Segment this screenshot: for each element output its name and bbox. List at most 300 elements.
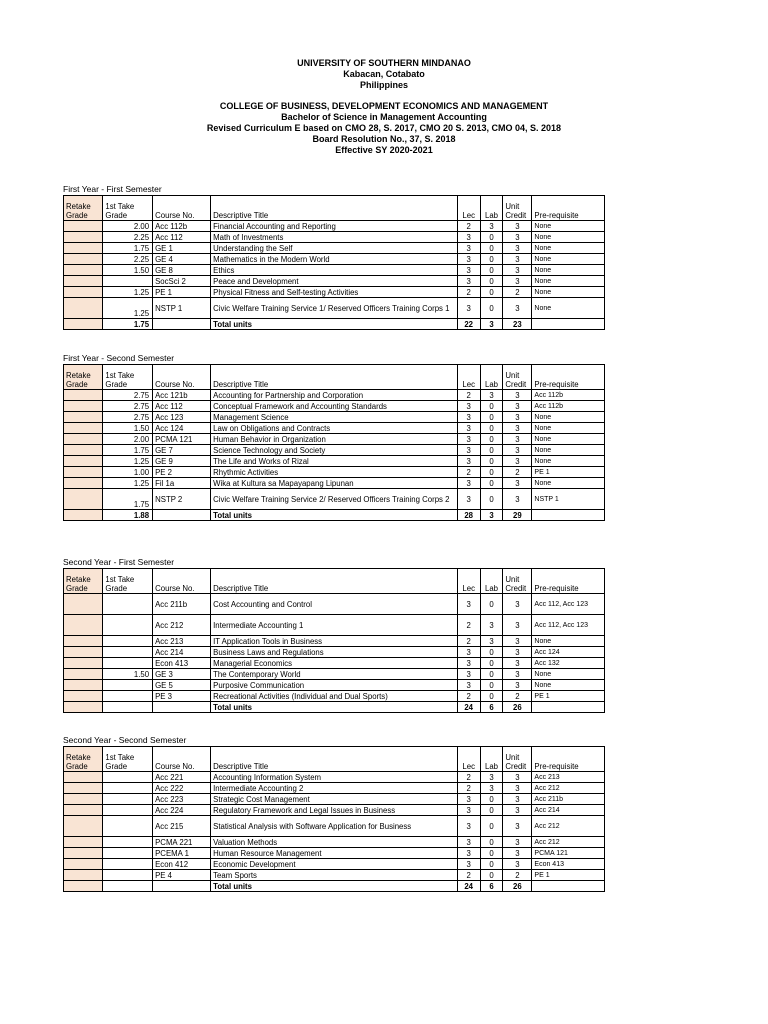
first-take-grade-cell: 1.25 (103, 456, 153, 467)
lab-header: Lab (480, 569, 503, 594)
course-no-cell (153, 510, 211, 521)
table-row (64, 221, 605, 232)
table-row (64, 489, 605, 510)
average-grade-cell: 1.75 (103, 319, 153, 330)
prerequisite-cell: Acc 212 (532, 783, 605, 794)
descriptive-title-cell: Math of Investments (211, 232, 458, 243)
table-row (64, 456, 605, 467)
lec-cell: 3 (457, 243, 480, 254)
course-no-cell: Acc 221 (153, 772, 211, 783)
course-no-header: Course No. (153, 365, 211, 390)
unit-credit-cell: 3 (503, 647, 532, 658)
retake-grade-cell (64, 510, 103, 521)
lec-cell: 3 (457, 669, 480, 680)
unit-credit-cell: 3 (503, 816, 532, 837)
descriptive-title-header: Descriptive Title (211, 196, 458, 221)
retake-grade-cell (64, 870, 103, 881)
first-take-grade-cell (103, 805, 153, 816)
lab-cell: 3 (480, 615, 503, 636)
lab-cell: 0 (480, 848, 503, 859)
lec-cell: 3 (457, 647, 480, 658)
table-row (64, 232, 605, 243)
unit-credit-header: Unit Credit (503, 196, 532, 221)
descriptive-title-cell: Rhythmic Activities (211, 467, 458, 478)
first-take-grade-header: 1st Take Grade (103, 747, 153, 772)
unit-credit-cell: 3 (503, 669, 532, 680)
unit-credit-header: Unit Credit (503, 747, 532, 772)
section-first-year-second-sem (63, 352, 605, 521)
table-row (64, 794, 605, 805)
retake-grade-cell (64, 401, 103, 412)
table-row (64, 478, 605, 489)
course-no-cell (153, 702, 211, 713)
first-take-grade-cell (103, 837, 153, 848)
unit-credit-cell: 3 (503, 478, 532, 489)
table-row (64, 691, 605, 702)
table-row (64, 594, 605, 615)
unit-credit-cell: 2 (503, 691, 532, 702)
prerequisite-cell: None (532, 243, 605, 254)
total-units-label: Total units (211, 702, 458, 713)
unit-credit-cell: 3 (503, 636, 532, 647)
first-take-grade-cell: 1.75 (103, 489, 153, 510)
table-row (64, 859, 605, 870)
table-row (64, 298, 605, 319)
descriptive-title-cell: Purposive Communication (211, 680, 458, 691)
table-row (64, 254, 605, 265)
table-row (64, 434, 605, 445)
prerequisite-cell: Acc 211b (532, 794, 605, 805)
descriptive-title-cell: Statistical Analysis with Software Application for Business (211, 816, 458, 837)
university-country: Philippines (359, 80, 408, 90)
unit-credit-cell: 3 (503, 848, 532, 859)
unit-credit-cell: 3 (503, 658, 532, 669)
descriptive-title-cell: Physical Fitness and Self-testing Activities (211, 287, 458, 298)
first-take-grade-cell: 1.50 (103, 265, 153, 276)
descriptive-title-cell: Economic Development (211, 859, 458, 870)
unit-credit-header: Unit Credit (503, 365, 532, 390)
prerequisite-header: Pre-requisite (532, 569, 605, 594)
course-no-cell (153, 881, 211, 892)
course-no-cell: Econ 412 (153, 859, 211, 870)
first-take-grade-cell (103, 658, 153, 669)
prerequisite-cell: None (532, 221, 605, 232)
course-no-cell: Acc 112b (153, 221, 211, 232)
total-lec: 24 (457, 702, 480, 713)
lab-header: Lab (480, 196, 503, 221)
lab-cell: 0 (480, 691, 503, 702)
section-second-year-second-sem (63, 734, 605, 892)
table-row (64, 837, 605, 848)
lab-cell: 0 (480, 401, 503, 412)
total-unit-credit: 29 (503, 510, 532, 521)
retake-grade-cell (64, 243, 103, 254)
prerequisite-cell: Acc 112b (532, 401, 605, 412)
descriptive-title-cell: Civic Welfare Training Service 2/ Reserved Officers Training Corps 2 (211, 489, 458, 510)
retake-grade-cell (64, 669, 103, 680)
table-row (64, 445, 605, 456)
lab-cell: 0 (480, 489, 503, 510)
first-take-grade-cell: 1.50 (103, 423, 153, 434)
curriculum-table (63, 746, 605, 892)
lec-cell: 3 (457, 859, 480, 870)
prerequisite-cell: None (532, 298, 605, 319)
prerequisite-header: Pre-requisite (532, 747, 605, 772)
first-take-grade-cell (103, 859, 153, 870)
lab-cell: 0 (480, 456, 503, 467)
course-no-cell: GE 8 (153, 265, 211, 276)
lab-cell: 0 (480, 680, 503, 691)
header-row (64, 365, 605, 390)
prerequisite-cell: None (532, 287, 605, 298)
first-take-grade-cell (103, 647, 153, 658)
course-no-header: Course No. (153, 196, 211, 221)
unit-credit-cell: 2 (503, 287, 532, 298)
descriptive-title-cell: Peace and Development (211, 276, 458, 287)
prerequisite-header: Pre-requisite (532, 365, 605, 390)
descriptive-title-cell: Financial Accounting and Reporting (211, 221, 458, 232)
course-no-cell: SocSci 2 (153, 276, 211, 287)
lab-cell: 0 (480, 467, 503, 478)
retake-grade-header: Retake Grade (64, 365, 103, 390)
table-row (64, 680, 605, 691)
retake-grade-cell (64, 848, 103, 859)
retake-grade-cell (64, 390, 103, 401)
course-no-cell: GE 3 (153, 669, 211, 680)
lec-cell: 3 (457, 805, 480, 816)
unit-credit-cell: 3 (503, 254, 532, 265)
lab-cell: 0 (480, 434, 503, 445)
header-row (64, 569, 605, 594)
document-header (0, 58, 768, 156)
unit-credit-cell: 3 (503, 401, 532, 412)
retake-grade-cell (64, 805, 103, 816)
retake-grade-cell (64, 772, 103, 783)
prerequisite-cell: None (532, 478, 605, 489)
first-take-grade-cell: 1.25 (103, 298, 153, 319)
descriptive-title-cell: Managerial Economics (211, 658, 458, 669)
section-second-year-first-sem (63, 556, 605, 713)
descriptive-title-cell: Team Sports (211, 870, 458, 881)
lab-cell: 0 (480, 794, 503, 805)
retake-grade-cell (64, 287, 103, 298)
lab-header: Lab (480, 365, 503, 390)
retake-grade-header: Retake Grade (64, 747, 103, 772)
course-no-cell: Acc 123 (153, 412, 211, 423)
prerequisite-header: Pre-requisite (532, 196, 605, 221)
table-row (64, 615, 605, 636)
first-take-grade-cell (103, 636, 153, 647)
first-take-grade-cell: 1.25 (103, 287, 153, 298)
prerequisite-cell: None (532, 265, 605, 276)
lec-cell: 3 (457, 423, 480, 434)
descriptive-title-header: Descriptive Title (211, 747, 458, 772)
descriptive-title-cell: Human Behavior in Organization (211, 434, 458, 445)
lec-cell: 2 (457, 390, 480, 401)
retake-grade-cell (64, 232, 103, 243)
table-row (64, 772, 605, 783)
table-row (64, 423, 605, 434)
average-grade-cell (103, 702, 153, 713)
course-no-cell: Acc 222 (153, 783, 211, 794)
course-no-cell: PCMA 121 (153, 434, 211, 445)
lab-cell: 0 (480, 859, 503, 870)
retake-grade-cell (64, 702, 103, 713)
lec-cell: 2 (457, 287, 480, 298)
table-row (64, 276, 605, 287)
course-no-cell: PCMA 221 (153, 837, 211, 848)
curriculum-table (63, 568, 605, 713)
lec-cell: 3 (457, 594, 480, 615)
descriptive-title-cell: Regulatory Framework and Legal Issues in Business (211, 805, 458, 816)
total-lab: 6 (480, 881, 503, 892)
total-units-label: Total units (211, 510, 458, 521)
unit-credit-cell: 3 (503, 298, 532, 319)
lec-cell: 2 (457, 636, 480, 647)
lab-cell: 0 (480, 276, 503, 287)
prerequisite-cell: Acc 132 (532, 658, 605, 669)
retake-grade-cell (64, 783, 103, 794)
descriptive-title-cell: Strategic Cost Management (211, 794, 458, 805)
program-name: Bachelor of Science in Management Accounting (281, 112, 487, 122)
first-take-grade-cell: 2.00 (103, 434, 153, 445)
total-lab: 6 (480, 702, 503, 713)
first-take-grade-cell (103, 594, 153, 615)
retake-grade-cell (64, 412, 103, 423)
lec-cell: 3 (457, 298, 480, 319)
lab-cell: 0 (480, 478, 503, 489)
lab-cell: 0 (480, 816, 503, 837)
lec-header: Lec (457, 747, 480, 772)
first-take-grade-header: 1st Take Grade (103, 365, 153, 390)
lec-cell: 2 (457, 467, 480, 478)
course-no-cell: PE 4 (153, 870, 211, 881)
retake-grade-cell (64, 467, 103, 478)
university-location: Kabacan, Cotabato (343, 69, 425, 79)
first-take-grade-cell: 1.25 (103, 478, 153, 489)
course-no-cell: Acc 213 (153, 636, 211, 647)
table-row (64, 870, 605, 881)
retake-grade-cell (64, 658, 103, 669)
curriculum-basis: Revised Curriculum E based on CMO 28, S. 2017, CMO 20 S. 2013, CMO 04, S. 2018 (206, 123, 562, 133)
total-lec: 24 (457, 881, 480, 892)
lab-cell: 3 (480, 636, 503, 647)
descriptive-title-cell: Cost Accounting and Control (211, 594, 458, 615)
table-row (64, 647, 605, 658)
average-grade-cell (103, 881, 153, 892)
lec-cell: 3 (457, 434, 480, 445)
lec-cell: 3 (457, 232, 480, 243)
section-title: First Year - First Semester (63, 184, 162, 194)
first-take-grade-cell (103, 772, 153, 783)
total-row (64, 702, 605, 713)
unit-credit-cell: 3 (503, 783, 532, 794)
retake-grade-cell (64, 478, 103, 489)
course-no-cell: PE 1 (153, 287, 211, 298)
first-take-grade-cell: 1.50 (103, 669, 153, 680)
descriptive-title-cell: Science Technology and Society (211, 445, 458, 456)
course-no-cell: GE 7 (153, 445, 211, 456)
first-take-grade-header: 1st Take Grade (103, 196, 153, 221)
descriptive-title-cell: Wika at Kultura sa Mapayapang Lipunan (211, 478, 458, 489)
unit-credit-cell: 3 (503, 243, 532, 254)
first-take-grade-cell (103, 691, 153, 702)
descriptive-title-cell: Understanding the Self (211, 243, 458, 254)
descriptive-title-cell: Accounting for Partnership and Corporation (211, 390, 458, 401)
descriptive-title-cell: Intermediate Accounting 1 (211, 615, 458, 636)
first-take-grade-cell: 2.75 (103, 401, 153, 412)
unit-credit-cell: 3 (503, 265, 532, 276)
descriptive-title-cell: The Life and Works of Rizal (211, 456, 458, 467)
lec-header: Lec (457, 196, 480, 221)
prerequisite-cell (532, 702, 605, 713)
course-no-cell: Acc 211b (153, 594, 211, 615)
course-no-header: Course No. (153, 747, 211, 772)
table-row (64, 816, 605, 837)
lec-cell: 2 (457, 615, 480, 636)
lab-cell: 0 (480, 298, 503, 319)
descriptive-title-cell: Civic Welfare Training Service 1/ Reserved Officers Training Corps 1 (211, 298, 458, 319)
university-name: UNIVERSITY OF SOUTHERN MINDANAO (297, 58, 471, 68)
table-row (64, 412, 605, 423)
descriptive-title-cell: The Contemporary World (211, 669, 458, 680)
header-row (64, 196, 605, 221)
lab-cell: 3 (480, 783, 503, 794)
prerequisite-cell: None (532, 669, 605, 680)
prerequisite-cell: None (532, 456, 605, 467)
descriptive-title-cell: Recreational Activities (Individual and Dual Sports) (211, 691, 458, 702)
course-no-cell: PE 2 (153, 467, 211, 478)
course-no-cell: NSTP 1 (153, 298, 211, 319)
retake-grade-cell (64, 221, 103, 232)
retake-grade-cell (64, 594, 103, 615)
table-row (64, 669, 605, 680)
lec-cell: 3 (457, 254, 480, 265)
section-title: Second Year - Second Semester (63, 735, 187, 745)
prerequisite-cell: PE 1 (532, 691, 605, 702)
lec-cell: 3 (457, 456, 480, 467)
first-take-grade-cell: 2.00 (103, 221, 153, 232)
prerequisite-cell (532, 319, 605, 330)
prerequisite-cell: None (532, 423, 605, 434)
table-row (64, 265, 605, 276)
lab-header: Lab (480, 747, 503, 772)
retake-grade-cell (64, 794, 103, 805)
lab-cell: 0 (480, 243, 503, 254)
lab-cell: 0 (480, 805, 503, 816)
retake-grade-cell (64, 680, 103, 691)
section-title: First Year - Second Semester (63, 353, 175, 363)
board-resolution: Board Resolution No., 37, S. 2018 (312, 134, 456, 144)
unit-credit-cell: 3 (503, 423, 532, 434)
descriptive-title-cell: Human Resource Management (211, 848, 458, 859)
lab-cell: 0 (480, 287, 503, 298)
lec-header: Lec (457, 365, 480, 390)
section-title: Second Year - First Semester (63, 557, 175, 567)
lab-cell: 0 (480, 254, 503, 265)
first-take-grade-cell (103, 794, 153, 805)
lab-cell: 0 (480, 265, 503, 276)
lab-cell: 0 (480, 669, 503, 680)
descriptive-title-header: Descriptive Title (211, 569, 458, 594)
unit-credit-cell: 3 (503, 434, 532, 445)
course-no-cell: Econ 413 (153, 658, 211, 669)
descriptive-title-cell: Law on Obligations and Contracts (211, 423, 458, 434)
prerequisite-cell: None (532, 254, 605, 265)
unit-credit-cell: 3 (503, 615, 532, 636)
retake-grade-cell (64, 298, 103, 319)
prerequisite-cell: NSTP 1 (532, 489, 605, 510)
retake-grade-cell (64, 837, 103, 848)
prerequisite-cell (532, 510, 605, 521)
total-row (64, 510, 605, 521)
total-lab: 3 (480, 510, 503, 521)
descriptive-title-cell: Management Science (211, 412, 458, 423)
lec-cell: 2 (457, 772, 480, 783)
total-lab: 3 (480, 319, 503, 330)
course-no-cell: Acc 112 (153, 401, 211, 412)
unit-credit-cell: 3 (503, 489, 532, 510)
unit-credit-cell: 3 (503, 390, 532, 401)
table-row (64, 658, 605, 669)
retake-grade-cell (64, 254, 103, 265)
first-take-grade-cell: 2.25 (103, 232, 153, 243)
course-no-header: Course No. (153, 569, 211, 594)
prerequisite-cell: PCMA 121 (532, 848, 605, 859)
first-take-grade-cell (103, 783, 153, 794)
lec-cell: 3 (457, 816, 480, 837)
retake-grade-cell (64, 489, 103, 510)
prerequisite-cell (532, 881, 605, 892)
first-take-grade-cell (103, 276, 153, 287)
unit-credit-cell: 2 (503, 467, 532, 478)
lec-cell: 2 (457, 783, 480, 794)
total-lec: 22 (457, 319, 480, 330)
retake-grade-cell (64, 881, 103, 892)
lec-cell: 3 (457, 401, 480, 412)
descriptive-title-cell: Ethics (211, 265, 458, 276)
lab-cell: 3 (480, 772, 503, 783)
lec-cell: 2 (457, 221, 480, 232)
prerequisite-cell: None (532, 276, 605, 287)
average-grade-cell: 1.88 (103, 510, 153, 521)
retake-grade-cell (64, 276, 103, 287)
first-take-grade-cell: 1.75 (103, 243, 153, 254)
unit-credit-header: Unit Credit (503, 569, 532, 594)
course-no-cell: Acc 124 (153, 423, 211, 434)
retake-grade-cell (64, 319, 103, 330)
retake-grade-cell (64, 647, 103, 658)
prerequisite-cell: Econ 413 (532, 859, 605, 870)
effectivity: Effective SY 2020-2021 (335, 145, 433, 155)
first-take-grade-cell: 1.00 (103, 467, 153, 478)
header-gap (0, 91, 768, 101)
total-units-label: Total units (211, 319, 458, 330)
descriptive-title-cell: Valuation Methods (211, 837, 458, 848)
total-row (64, 881, 605, 892)
section-first-year-first-sem (63, 183, 605, 330)
course-no-cell: PE 3 (153, 691, 211, 702)
total-lec: 28 (457, 510, 480, 521)
lec-cell: 3 (457, 489, 480, 510)
retake-grade-cell (64, 615, 103, 636)
course-no-cell: GE 5 (153, 680, 211, 691)
table-row (64, 805, 605, 816)
lec-cell: 3 (457, 680, 480, 691)
first-take-grade-cell (103, 816, 153, 837)
lab-cell: 3 (480, 221, 503, 232)
unit-credit-cell: 2 (503, 870, 532, 881)
